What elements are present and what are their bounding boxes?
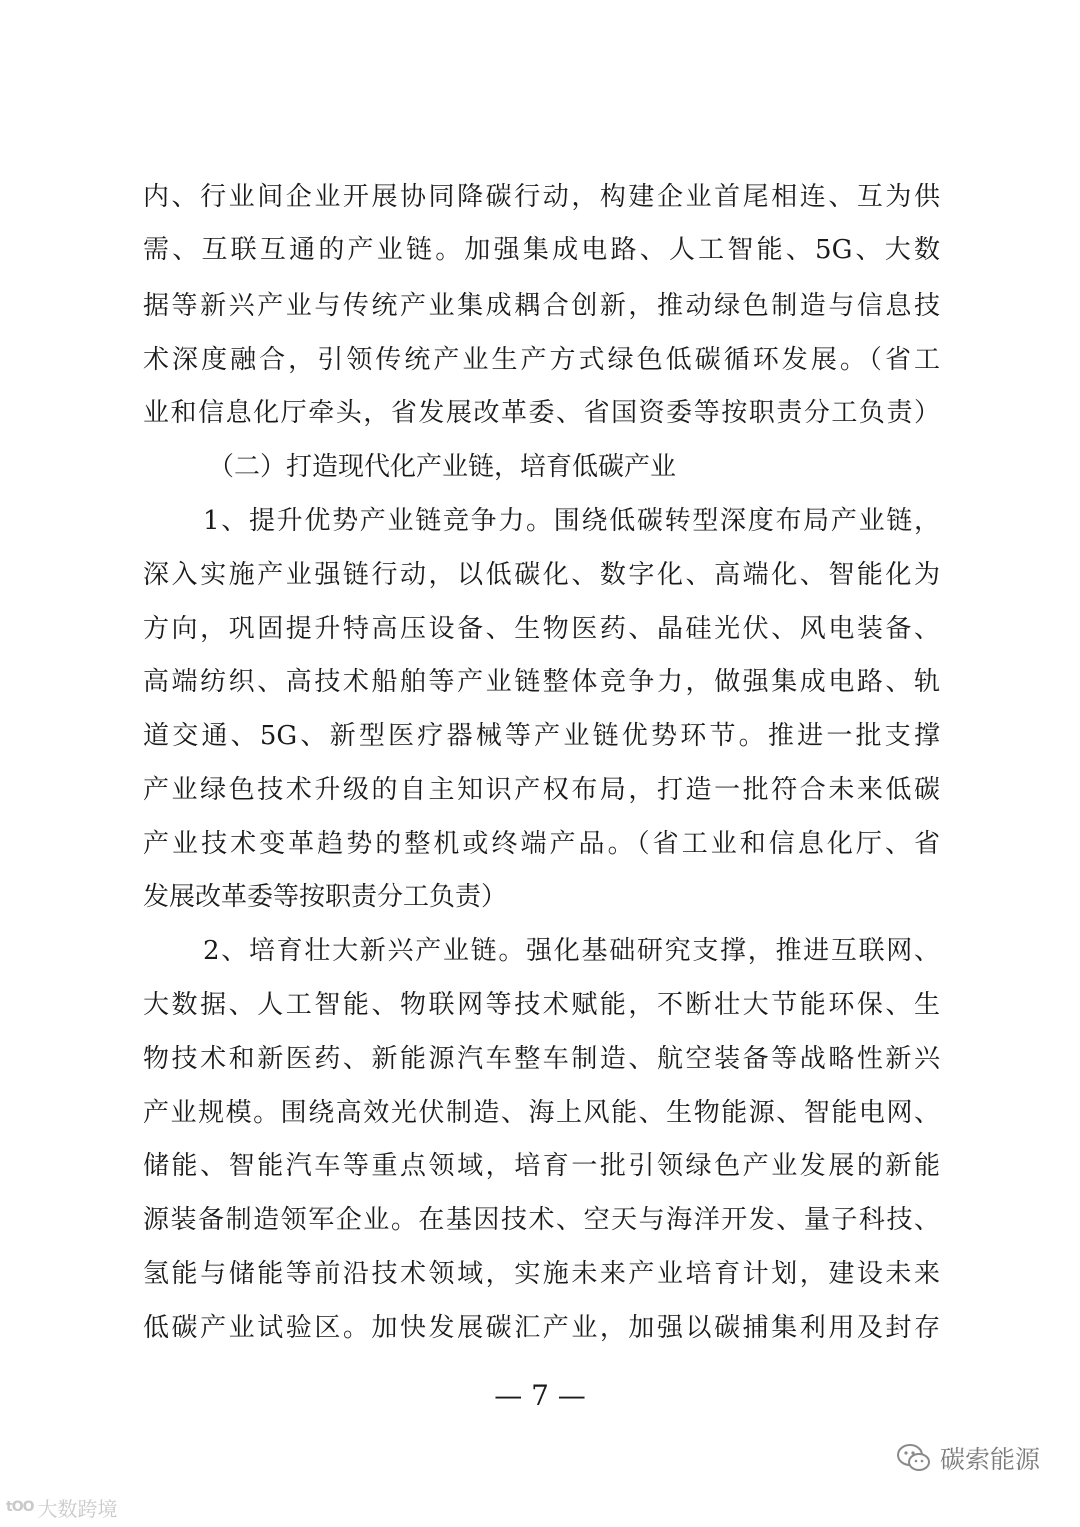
section-heading: （二）打造现代化产业链，培育低碳产业: [208, 452, 677, 482]
watermark-left-text: 大数跨境: [37, 1496, 118, 1521]
body-line: 储能、智能汽车等重点领域，培育一批引领绿色产业发展的新能: [143, 1151, 940, 1181]
body-line: 高端纺织、高技术船舶等产业链整体竞争力，做强集成电路、轨: [143, 667, 940, 697]
body-line: 据等新兴产业与传统产业集成耦合创新，推动绿色制造与信息技: [143, 291, 940, 321]
body-line: 源装备制造领军企业。在基因技术、空天与海洋开发、量子科技、: [143, 1205, 940, 1235]
body-line: 内、行业间企业开展协同降碳行动，构建企业首尾相连、互为供: [143, 182, 940, 212]
body-line: 产业规模。围绕高效光伏制造、海上风能、生物能源、智能电网、: [143, 1098, 940, 1128]
watermark-right-text: 碳索能源: [940, 1445, 1041, 1474]
body-line: 产业绿色技术升级的自主知识产权布局，打造一批符合未来低碳: [143, 775, 940, 805]
body-line: 发展改革委等按职责分工负责）: [143, 882, 508, 912]
body-line: 方向，巩固提升特高压设备、生物医药、晶硅光伏、风电装备、: [143, 614, 940, 644]
body-line: 深入实施产业强链行动，以低碳化、数字化、高端化、智能化为: [143, 560, 940, 590]
watermark-right: [896, 1438, 1040, 1478]
body-line: 物技术和新医药、新能源汽车整车制造、航空装备等战略性新兴: [143, 1044, 940, 1074]
body-line: 氢能与储能等前沿技术领域，实施未来产业培育计划，建设未来: [143, 1259, 940, 1289]
body-line: 道交通、5G、新型医疗器械等产业链优势环节。推进一批支撑: [143, 721, 940, 751]
page-number: — 7 —: [494, 1379, 586, 1412]
body-line: 需、互联互通的产业链。加强集成电路、人工智能、5G、大数: [143, 235, 940, 265]
paragraph-first-line: 1、提升优势产业链竞争力。围绕低碳转型深度布局产业链，: [203, 506, 940, 536]
watermark-logo: tOO: [6, 1499, 34, 1515]
wechat-icon: [896, 1443, 932, 1473]
watermark-left: [6, 1492, 118, 1522]
body-line: 产业技术变革趋势的整机或终端产品。（省工业和信息化厅、省: [143, 829, 940, 859]
body-line: 业和信息化厅牵头，省发展改革委、省国资委等按职责分工负责）: [143, 398, 940, 428]
paragraph-first-line: 2、培育壮大新兴产业链。强化基础研究支撑，推进互联网、: [203, 936, 940, 966]
body-line: 大数据、人工智能、物联网等技术赋能，不断壮大节能环保、生: [143, 990, 940, 1020]
body-line: 低碳产业试验区。加快发展碳汇产业，加强以碳捕集利用及封存: [143, 1313, 940, 1343]
body-line: 术深度融合，引领传统产业生产方式绿色低碳循环发展。（省工: [143, 345, 940, 375]
